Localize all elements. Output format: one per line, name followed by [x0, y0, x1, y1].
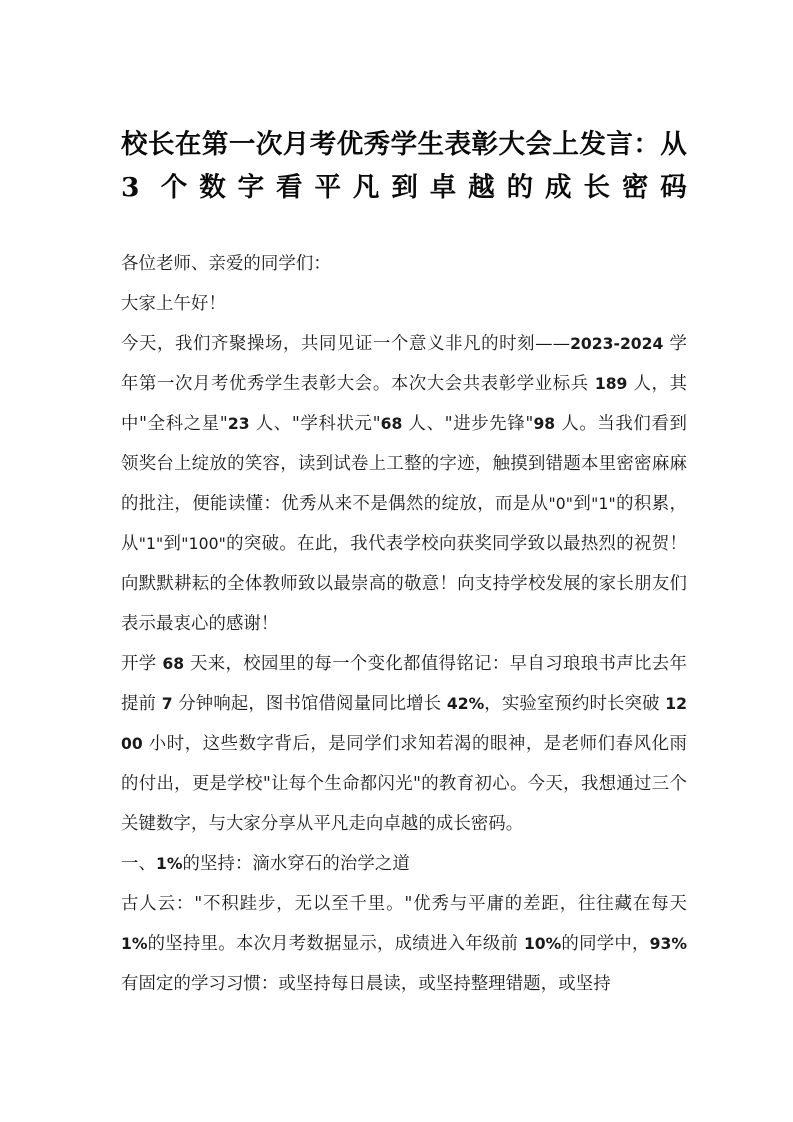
inline-figure: 2023-2024	[570, 335, 664, 353]
inline-figure: 93%	[649, 935, 687, 953]
inline-figure: "1"	[591, 495, 616, 513]
heading-section-one: 一、1%的坚持：滴水穿石的治学之道	[121, 854, 410, 874]
inline-figure: 98	[533, 415, 556, 433]
title-spacer	[121, 209, 687, 244]
inline-figure: 42%	[446, 695, 485, 713]
inline-figure: "1"	[138, 535, 164, 553]
inline-figure: 68	[162, 655, 185, 673]
paragraph-section-one-body: 古人云："不积跬步，无以至千里。"优秀与平庸的差距，往往藏在每天 1%的坚持里。本次月考数据显示，成绩进入年级前 10%的同学中，93%有固定的学习习惯：或坚持每日晨读，或坚持整理错题，或坚持	[121, 894, 687, 994]
paragraph-intro: 今天，我们齐聚操场，共同见证一个意义非凡的时刻——2023-2024 学年第一次月考优秀学生表彰大会。本次大会共表彰学业标兵 189 人，其中"全科之星"23 人、"学科状元"68 人、"进步先锋"98 人。当我们看到领奖台上绽放的笑容，读到试卷上工整的字迹，触摸到错题本里密密麻麻的批注，便能读懂：优秀从来不是偶然的绽放，而是从"0"到"1"的积累，从"1"到"100"的突破。在此，我代表学校向获奖同学致以最热烈的祝贺！向默默耕耘的全体教师致以最崇高的敬意！向支持学校发展的家长朋友们表示最衷心的感谢！	[121, 334, 688, 634]
paragraph-greeting: 大家上午好！	[121, 294, 226, 314]
inline-figure: 1%	[155, 855, 183, 873]
inline-figure: 10%	[523, 935, 562, 953]
paragraph-salutation: 各位老师、亲爱的同学们：	[121, 254, 331, 274]
inline-figure: "0"	[548, 495, 574, 513]
inline-figure: 23	[227, 415, 250, 433]
page-title: 校长在第一次月考优秀学生表彰大会上发言：从 3 个数字看平凡到卓越的成长密码	[121, 129, 687, 203]
inline-figure: "100"	[181, 535, 226, 553]
inline-figure: 1%	[121, 935, 148, 953]
inline-figure: 1200	[121, 695, 687, 753]
paragraph-semester-stats: 开学 68 天来，校园里的每一个变化都值得铭记：早自习琅琅书声比去年提前 7 分钟响起，图书馆借阅量同比增长 42%，实验室预约时长突破 1200 小时，这些数字背后，是同学们求知若渴的眼神，是老师们春风化雨的付出，更是学校"让每个生命都闪光"的教育初心。今天，我想通过三个关键数字，与大家分享从平凡走向卓越的成长密码。	[121, 654, 687, 834]
inline-figure: 68	[380, 415, 403, 433]
inline-figure: 7	[161, 695, 173, 713]
inline-figure: 189	[594, 375, 628, 393]
document-body	[121, 0, 687, 1004]
